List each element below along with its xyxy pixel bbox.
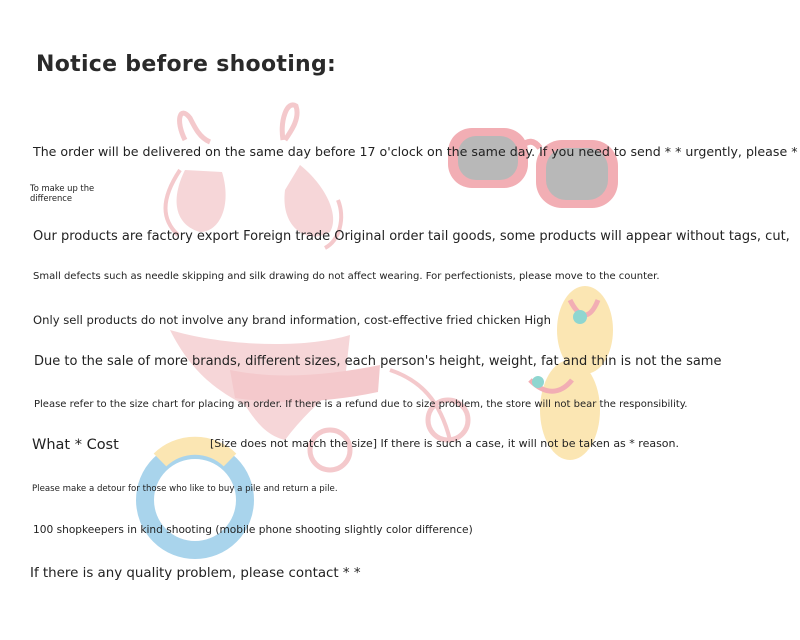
flip-flop-flower-2 bbox=[532, 376, 544, 388]
products-notice: Our products are factory export Foreign trade Original order tail goods, some products will appear without tags, cut, bbox=[33, 229, 790, 244]
what-cost-heading: What * Cost bbox=[32, 437, 119, 453]
bikini-top-right-cup bbox=[284, 165, 333, 237]
sizes-notice: Due to the sale of more brands, different sizes, each person's height, weight, fat and thin is not the same bbox=[34, 354, 722, 369]
size-mismatch-notice: [Size does not match the size] If there is such a case, it will not be taken as * reason. bbox=[210, 437, 680, 450]
flip-flop-flower bbox=[573, 310, 587, 324]
bikini-top-left-cup bbox=[177, 170, 226, 232]
page-title: Notice before shooting: bbox=[36, 52, 337, 77]
quality-contact-notice: If there is any quality problem, please contact * * bbox=[30, 566, 361, 581]
detour-notice: Please make a detour for those who like to buy a pile and return a pile. bbox=[32, 484, 338, 494]
defects-notice: Small defects such as needle skipping and silk drawing do not affect wearing. For perfectionists, please move to the counter. bbox=[33, 271, 660, 282]
size-chart-notice: Please refer to the size chart for placing an order. If there is a refund due to size problem, the store will not bear the responsibility. bbox=[34, 399, 688, 410]
brand-notice: Only sell products do not involve any brand information, cost-effective fried chicken High bbox=[33, 313, 551, 327]
shopkeepers-notice: 100 shopkeepers in kind shooting (mobile phone shooting slightly color difference) bbox=[33, 524, 473, 536]
delivery-notice: The order will be delivered on the same day before 17 o'clock on the same day. If you need to send * * urgently, please * bbox=[33, 144, 798, 159]
bikini-string-right bbox=[282, 105, 297, 140]
make-up-difference-note: To make up the difference bbox=[30, 183, 95, 203]
bikini-bottom-ring-left bbox=[310, 430, 350, 470]
bikini-string-left bbox=[180, 113, 210, 142]
